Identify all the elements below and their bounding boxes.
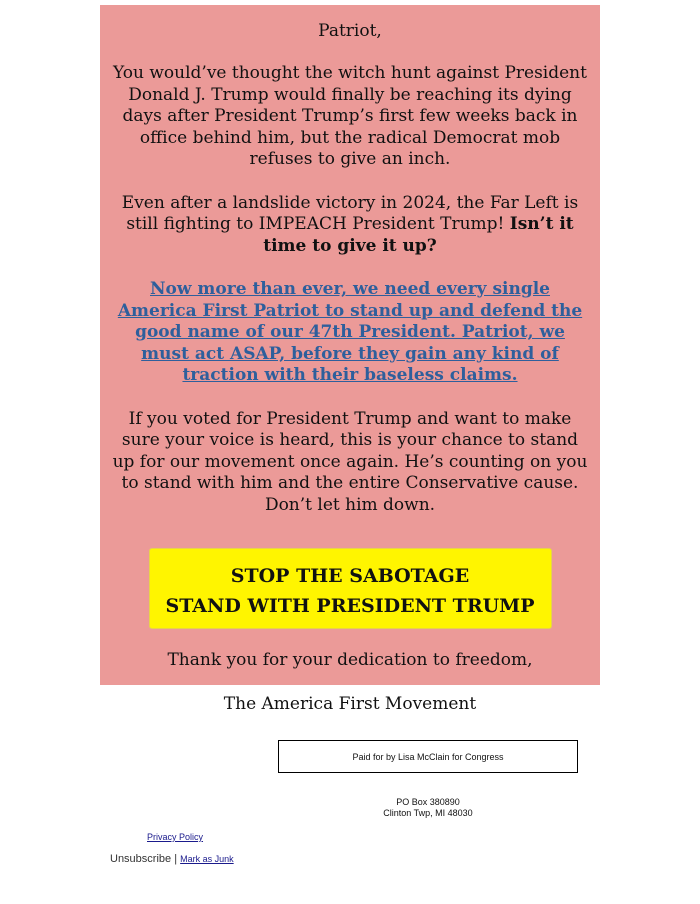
unsubscribe-link[interactable]: Unsubscribe [110,853,172,865]
address-line-2: Clinton Twp, MI 48030 [383,808,473,818]
signature: The America First Movement [223,694,477,714]
email-card [100,5,600,714]
privacy-policy-link[interactable]: Privacy Policy [147,832,204,842]
paragraph-impeach-text: Even after a landslide victory in 2024, the Far Left is still fighting to IMPEACH President Trump! [121,192,579,234]
closing-line: Thank you for your dedication to freedom, [167,650,533,670]
paid-for-text: Paid for by Lisa McClain for Congress [352,751,504,762]
stand-with-trump-button[interactable] [149,548,552,629]
unsubscribe-row [110,853,234,865]
separator: | [174,853,178,865]
cta-line-stand: STAND WITH PRESIDENT TRUMP [165,595,535,617]
mark-as-junk-link[interactable]: Mark as Junk [180,854,234,864]
paragraph-impeach-bold: Isn’t it time to give it up? [263,214,574,256]
paragraph-witch-hunt: You would’ve thought the witch hunt against President Donald J. Trump would finally be reaching its dying days after President Trump’s first few weeks back in office behind him, but the radical Democrat mob refuses to give an inch. [113,63,587,169]
greeting: Patriot, [318,21,382,41]
cta-line-sabotage: STOP THE SABOTAGE [230,565,470,587]
address-line-1: PO Box 380890 [396,797,460,807]
paragraph-impeach [100,193,600,258]
paid-for-disclaimer [278,740,578,773]
paragraph-voice-heard: If you voted for President Trump and want to make sure your voice is heard, this is your chance to stand up for our movement once again. He’s counting on you to stand with him and the entire Conservative cause. Don’t let him down. [112,408,588,515]
mailing-address [328,797,528,819]
defend-president-link[interactable]: Now more than ever, we need every single America First Patriot to stand up and defend the good name of our 47th President. Patriot, we must act ASAP, before they gain any kind of traction with their baseless claims. [117,279,583,385]
